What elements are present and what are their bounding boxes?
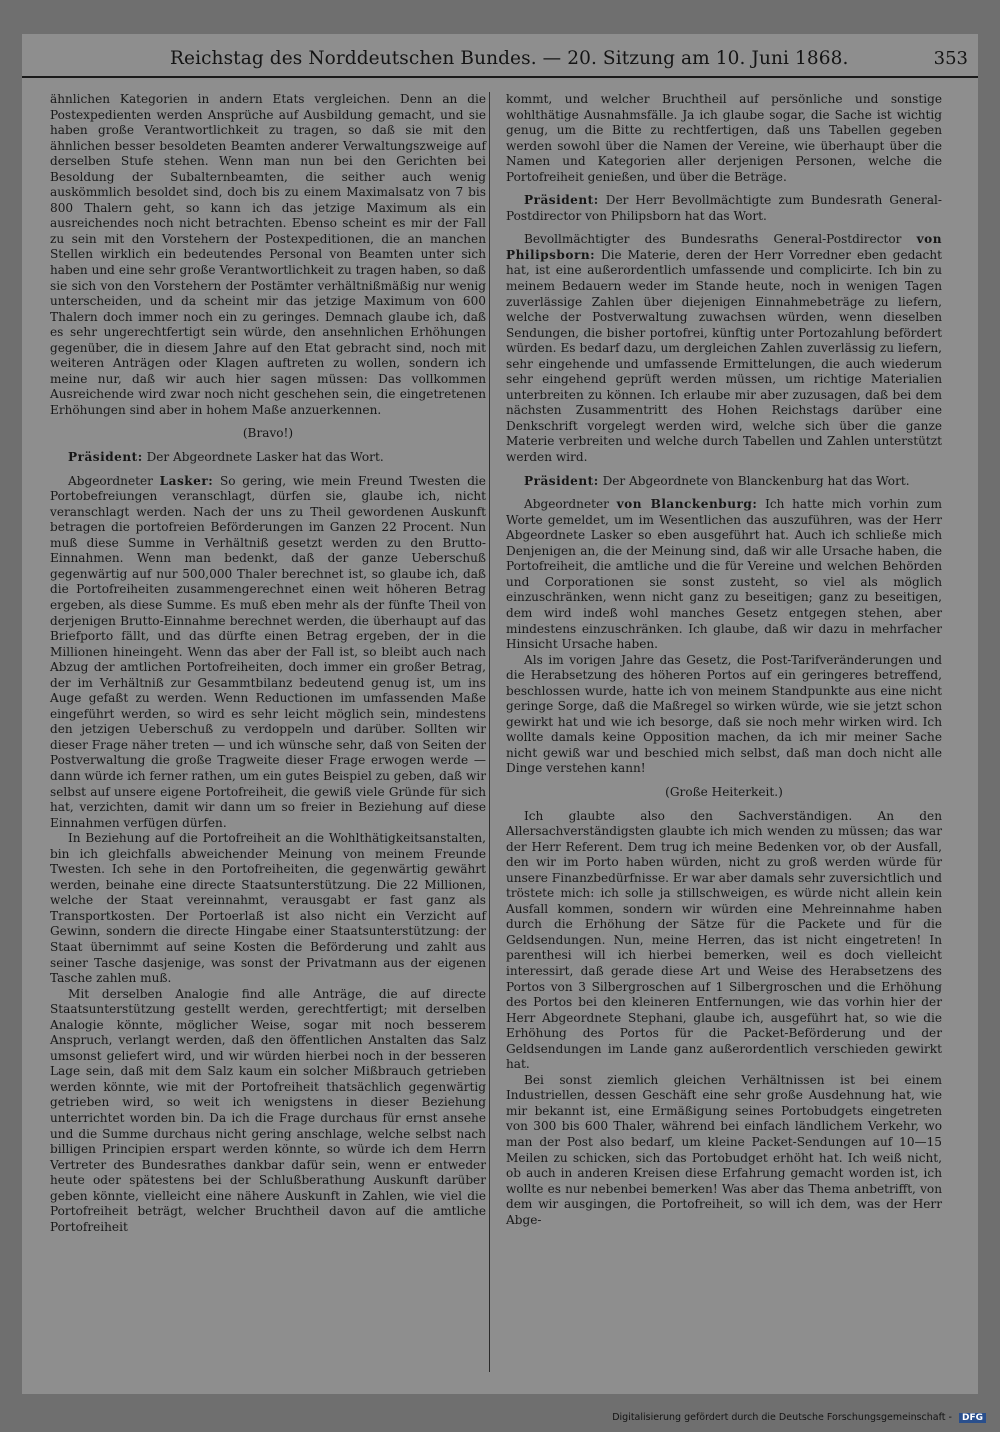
speaker-name: Präsident: <box>524 473 599 488</box>
speaker-role: Bevollmächtigter des Bundesraths General-Postdirector <box>524 232 902 247</box>
speech-text: Die Materie, deren der Herr Vorredner eben gedacht hat, ist eine außerordentlich umfassende und complicirte. Ich bin zu meinem Bedauern weder im Stande heute, noch in wenigen Tagen zuverlässige Zahlen über diejenigen Einnahmebeträge zu liefern, welche der Postverwaltung zuwachsen würden, wenn dieselben Sendungen, die bisher portofrei, künftig unter Portozahlung befördert würden. Es bedarf dazu, um dergleichen Zahlen zuverlässig zu liefern, sehr eingehende und umfassende Ermittelungen, die auch wiederum sehr eingehend geprüft werden müssen, um richtige Materialien unterbreiten zu können. Ich erlaube mir aber zuzusagen, daß bei dem nächsten Zusammentritt des Hohen Reichstags darüber eine Denkschrift vorgelegt werden wird, welche sich über die ganze Materie verbreiten und welche durch Tabellen und Zahlen unterstützt werden wird. <box>506 247 942 465</box>
speech-text: Der Abgeordnete Lasker hat das Wort. <box>146 450 384 465</box>
paragraph: Als im vorigen Jahre das Gesetz, die Post-Tarifveränderungen und die Herabsetzung des höheren Portos auf ein geringeres betreffend, beschlossen wurde, hatte ich von meinem Standpunkte aus eine nicht geringe Sorge, daß die Maßregel so wirken würde, wie sie jetzt schon gewirkt hat und wie ich besorge, daß sie noch mehr wirken wird. Ich wollte damals keine Opposition machen, da ich mir meiner Sache nicht gewiß war und beschied mich selbst, daß man doch nicht alle Dinge verstehen kann! <box>506 652 942 776</box>
speaker-name: von Blanckenburg: <box>616 497 758 512</box>
speaker-paragraph <box>50 474 486 832</box>
speaker-paragraph <box>506 193 942 224</box>
speaker-name: Präsident: <box>524 193 599 208</box>
speaker-name: von Philipsborn: <box>506 232 942 262</box>
paragraph: Mit derselben Analogie find alle Anträge, die auf directe Staatsunterstützung gestellt werden, gerechtfertigt; mit derselben Analogie könnte, möglicher Weise, sogar mit noch besserem Anspruch, verlangt werden, daß den öffentlichen Anstalten das Salz umsonst geliefert wird, und wir würden hierbei noch in der besseren Lage sein, daß mit dem Salz kaum ein solcher Mißbrauch getrieben werden könnte, wie mit der Portofreiheit thatsächlich gegenwärtig getrieben wird, so weit ich wenigstens in dieser Beziehung unterrichtet worden bin. Da ich die Frage durchaus für ernst ansehe und die Summe durchaus nicht gering anschlage, welche selbst nach billigen Principien erspart werden könnte, so würde ich dem Herrn Vertreter des Bundesrathes dankbar dafür sein, wenn er entweder heute oder spätestens bei der Schlußberathung Auskunft darüber geben könnte, vielleicht eine nähere Auskunft in Zahlen, wie viel die Portofreiheit beträgt, welcher Bruchtheil davon auf die amtliche Portofreiheit <box>50 986 486 1234</box>
credit-text: Digitalisierung gefördert durch die Deutsche Forschungsgemeinschaft - <box>612 1412 952 1423</box>
newspaper-page <box>22 34 978 1394</box>
speaker-paragraph <box>506 497 942 652</box>
speaker-role: Abgeordneter <box>524 497 609 512</box>
paragraph: ähnlichen Kategorien in andern Etats vergleichen. Denn an die Postexpedienten werden Ansprüche auf Ausbildung gemacht, und sie haben große Verantwortlichkeit zu tragen, so daß sie mit den ähnlichen besser besoldeten Beamten anderer Verwaltungszweige auf derselben Stufe stehen. Wenn man nun bei den Gerichten bei Besoldung der Subalternbeamten, die seither auch wenig auskömmlich besoldet sind, doch bis zu einem Maximalsatz von 7 bis 800 Thalern geht, so kann ich das jetzige Maximum als ein ausreichendes noch nicht betrachten. Ebenso scheint es mir der Fall zu sein mit den Vorstehern der Postexpeditionen, die an manchen Stellen wirklich ein bedeutendes Personal von Beamten unter sich haben und eine sehr große Verantwortlichkeit zu tragen haben, so daß sie sich von den Vorstehern der Postämter verhältnißmäßig nur wenig unterscheiden, und da scheint mir das jetzige Maximum von 600 Thalern doch immer noch ein zu geringes. Demnach glaube ich, daß es sehr ungerechtfertigt sein würde, den ansehnlichen Erhöhungen gegenüber, die in diesem Jahre auf den Etat gebracht sind, noch mit weiteren Anträgen oder Klagen auftreten zu wollen, sondern ich meine nur, daß wir auch hier sagen müssen: Das vollkommen Ausreichende wird zwar noch nicht geschehen sein, die eingetretenen Erhöhungen sind aber in hohem Maße anzuerkennen. <box>50 92 486 417</box>
digitization-credit <box>612 1412 986 1423</box>
speaker-paragraph <box>50 450 486 466</box>
speech-text: Der Abgeordnete von Blanckenburg hat das Wort. <box>602 473 910 488</box>
right-column <box>506 92 942 1228</box>
paragraph: kommt, und welcher Bruchtheil auf persönliche und sonstige wohlthätige Ausnahmsfälle. Ja ich glaube sogar, die Sache ist wichtig genug, um die Bitte zu rechtfertigen, daß uns Tabellen gegeben werden sowohl über die Namen der Vereine, wie überhaupt über die Namen und Kategorien aller derjenigen Personen, welche die Portofreiheit genießen, und über die Beträge. <box>506 92 942 184</box>
speaker-paragraph <box>506 474 942 490</box>
page-number: 353 <box>933 48 968 69</box>
paragraph: In Beziehung auf die Portofreiheit an die Wohlthätigkeitsanstalten, bin ich gleichfalls abweichender Meinung von meinem Freunde Twesten. Ich sehe in den Portofreiheiten, die gegenwärtig gewährt werden, beinahe eine directe Staatsunterstützung. Die 22 Millionen, welche der Staat vereinnahmt, verausgabt er fast ganz als Transportkosten. Der Portoerlaß ist also nicht ein Verzicht auf Gewinn, sondern die directe Hingabe einer Staatsunterstützung: der Staat übernimmt auf seine Kosten die Beförderung und zahlt aus seiner Tasche dasjenige, was sonst der Privatmann aus der eigenen Tasche zahlen muß. <box>50 831 486 986</box>
page-header <box>22 48 978 78</box>
speech-text: So gering, wie mein Freund Twesten die Portobefreiungen veranschlagt, dürfen sie, glaube ich, nicht veranschlagt werden. Nach der uns zu Theil gewordenen Auskunft betragen die portofreien Beförderungen im Ganzen 22 Procent. Nun muß diese Summe in Verhältniß gesetzt werden zu den Brutto-Einnahmen. Wenn man bedenkt, daß der ganze Ueberschuß gegenwärtig auf nur 500,000 Thaler berechnet ist, so glaube ich, daß die Portofreiheiten zusammengerechnet einen weit höheren Betrag ergeben, als diese Summe. Es muß eben mehr als der fünfte Theil von derjenigen Brutto-Einnahme berechnet werden, die überhaupt auf das Briefporto fällt, und das dürfte einen Betrag ergeben, der in die Millionen hineingeht. Wenn das aber der Fall ist, so bleibt auch nach Abzug der amtlichen Portofreiheiten, doch immer ein großer Betrag, der im Verhältniß zur Gesammtbilanz bedeutend genug ist, um ins Auge gefaßt zu werden. Wenn Reductionen im umfassenden Maße eingeführt werden, so wird es sehr leicht möglich sein, mindestens den jetzigen Ueberschuß zu verdoppeln und darüber. Sollten wir dieser Frage näher treten — und ich wünsche sehr, daß von Seiten der Postverwaltung die große Tragweite dieser Frage erwogen werde — dann würde ich ferner rathen, um ein gutes Beispiel zu geben, daß wir selbst auf unsere eigene Portofreiheit, die gewiß viele Gründe für sich hat, verzichten, damit wir dann um so freier in Beziehung auf diese Einnahmen verfügen dürfen. <box>50 473 486 830</box>
speaker-paragraph <box>506 232 942 465</box>
dfg-logo: DFG <box>959 1413 986 1423</box>
running-title: Reichstag des Norddeutschen Bundes. — 20. Sitzung am 10. Juni 1868. <box>170 48 849 69</box>
speech-text: Ich hatte mich vorhin zum Worte gemeldet, um im Wesentlichen das auszuführen, was der Herr Abgeordnete Lasker so eben ausgeführt hat. Auch ich schließe mich Denjenigen an, die der Meinung sind, daß wir alle Ursache haben, die Portofreiheit, die amtliche und die für Vereine und welchen Behörden und Corporationen sie sonst zusteht, so viel als möglich einzuschränken, wenn nicht ganz zu beseitigen; ganz zu beseitigen, dem wird indeß wohl manches Gesetz entgegen stehen, aber mindestens einzuschränken. Ich glaube, daß wir dazu in mehrfacher Hinsicht Ursache haben. <box>506 497 942 652</box>
speaker-name: Präsident: <box>68 450 143 465</box>
applause-note: (Bravo!) <box>242 426 294 441</box>
laughter-note: (Große Heiterkeit.) <box>665 784 783 799</box>
left-column <box>50 92 486 1235</box>
paragraph: Bei sonst ziemlich gleichen Verhältnissen ist bei einem Industriellen, dessen Geschäft eine sehr große Ausdehnung hat, wie mir bekannt ist, eine Ermäßigung seines Portobudgets eingetreten von 300 bis 600 Thaler, während bei einfach ländlichem Verkehr, wo man der Post also bedarf, um kleine Packet-Sendungen auf 10—15 Meilen zu schicken, sich das Portobudget erhöht hat. Ich weiß nicht, ob auch in anderen Kreisen diese Erfahrung gemacht worden ist, ich wollte es nur nebenbei bemerken! Was aber das Thema anbetrifft, von dem wir ausgingen, die Portofreiheit, so will ich dem, was der Herr Abge- <box>506 1072 942 1227</box>
speaker-name: Lasker: <box>159 473 214 488</box>
column-divider <box>489 92 490 1372</box>
paragraph: Ich glaubte also den Sachverständigen. An den Allersachverständigsten glaubte ich mich wenden zu müssen; das war der Herr Referent. Dem trug ich meine Bedenken vor, ob der Ausfall, den wir im Porto haben würden, nicht zu groß werden würde für unsere Finanzbedürfnisse. Er war aber damals sehr zuversichtlich und tröstete mich: ich solle ja stillschweigen, es würde nicht allein kein Ausfall kommen, sondern wir würden eine Mehreinnahme haben durch die Erhöhung der Sätze für die Packete und für die Geldsendungen. Nun, meine Herren, das ist nicht eingetreten! In parenthesi will ich hierbei bemerken, weil es doch vielleicht interessirt, daß gerade diese Art und Weise des Herabsetzens des Portos von 3 Silbergroschen auf 1 Silbergroschen und die Erhöhung des Portos bei den kleineren Entfernungen, wie das vorhin hier der Herr Abgeordnete Stephani, glaube ich, ausgeführt hat, so wie die Erhöhung des Portos für die Packet-Beförderung und der Geldsendungen im Lande ganz außerordentlich verschieden gewirkt hat. <box>506 808 942 1072</box>
speech-text: Der Herr Bevollmächtigte zum Bundesrath General-Postdirector von Philipsborn hat das Wort. <box>506 193 942 223</box>
speaker-role: Abgeordneter <box>68 473 153 488</box>
